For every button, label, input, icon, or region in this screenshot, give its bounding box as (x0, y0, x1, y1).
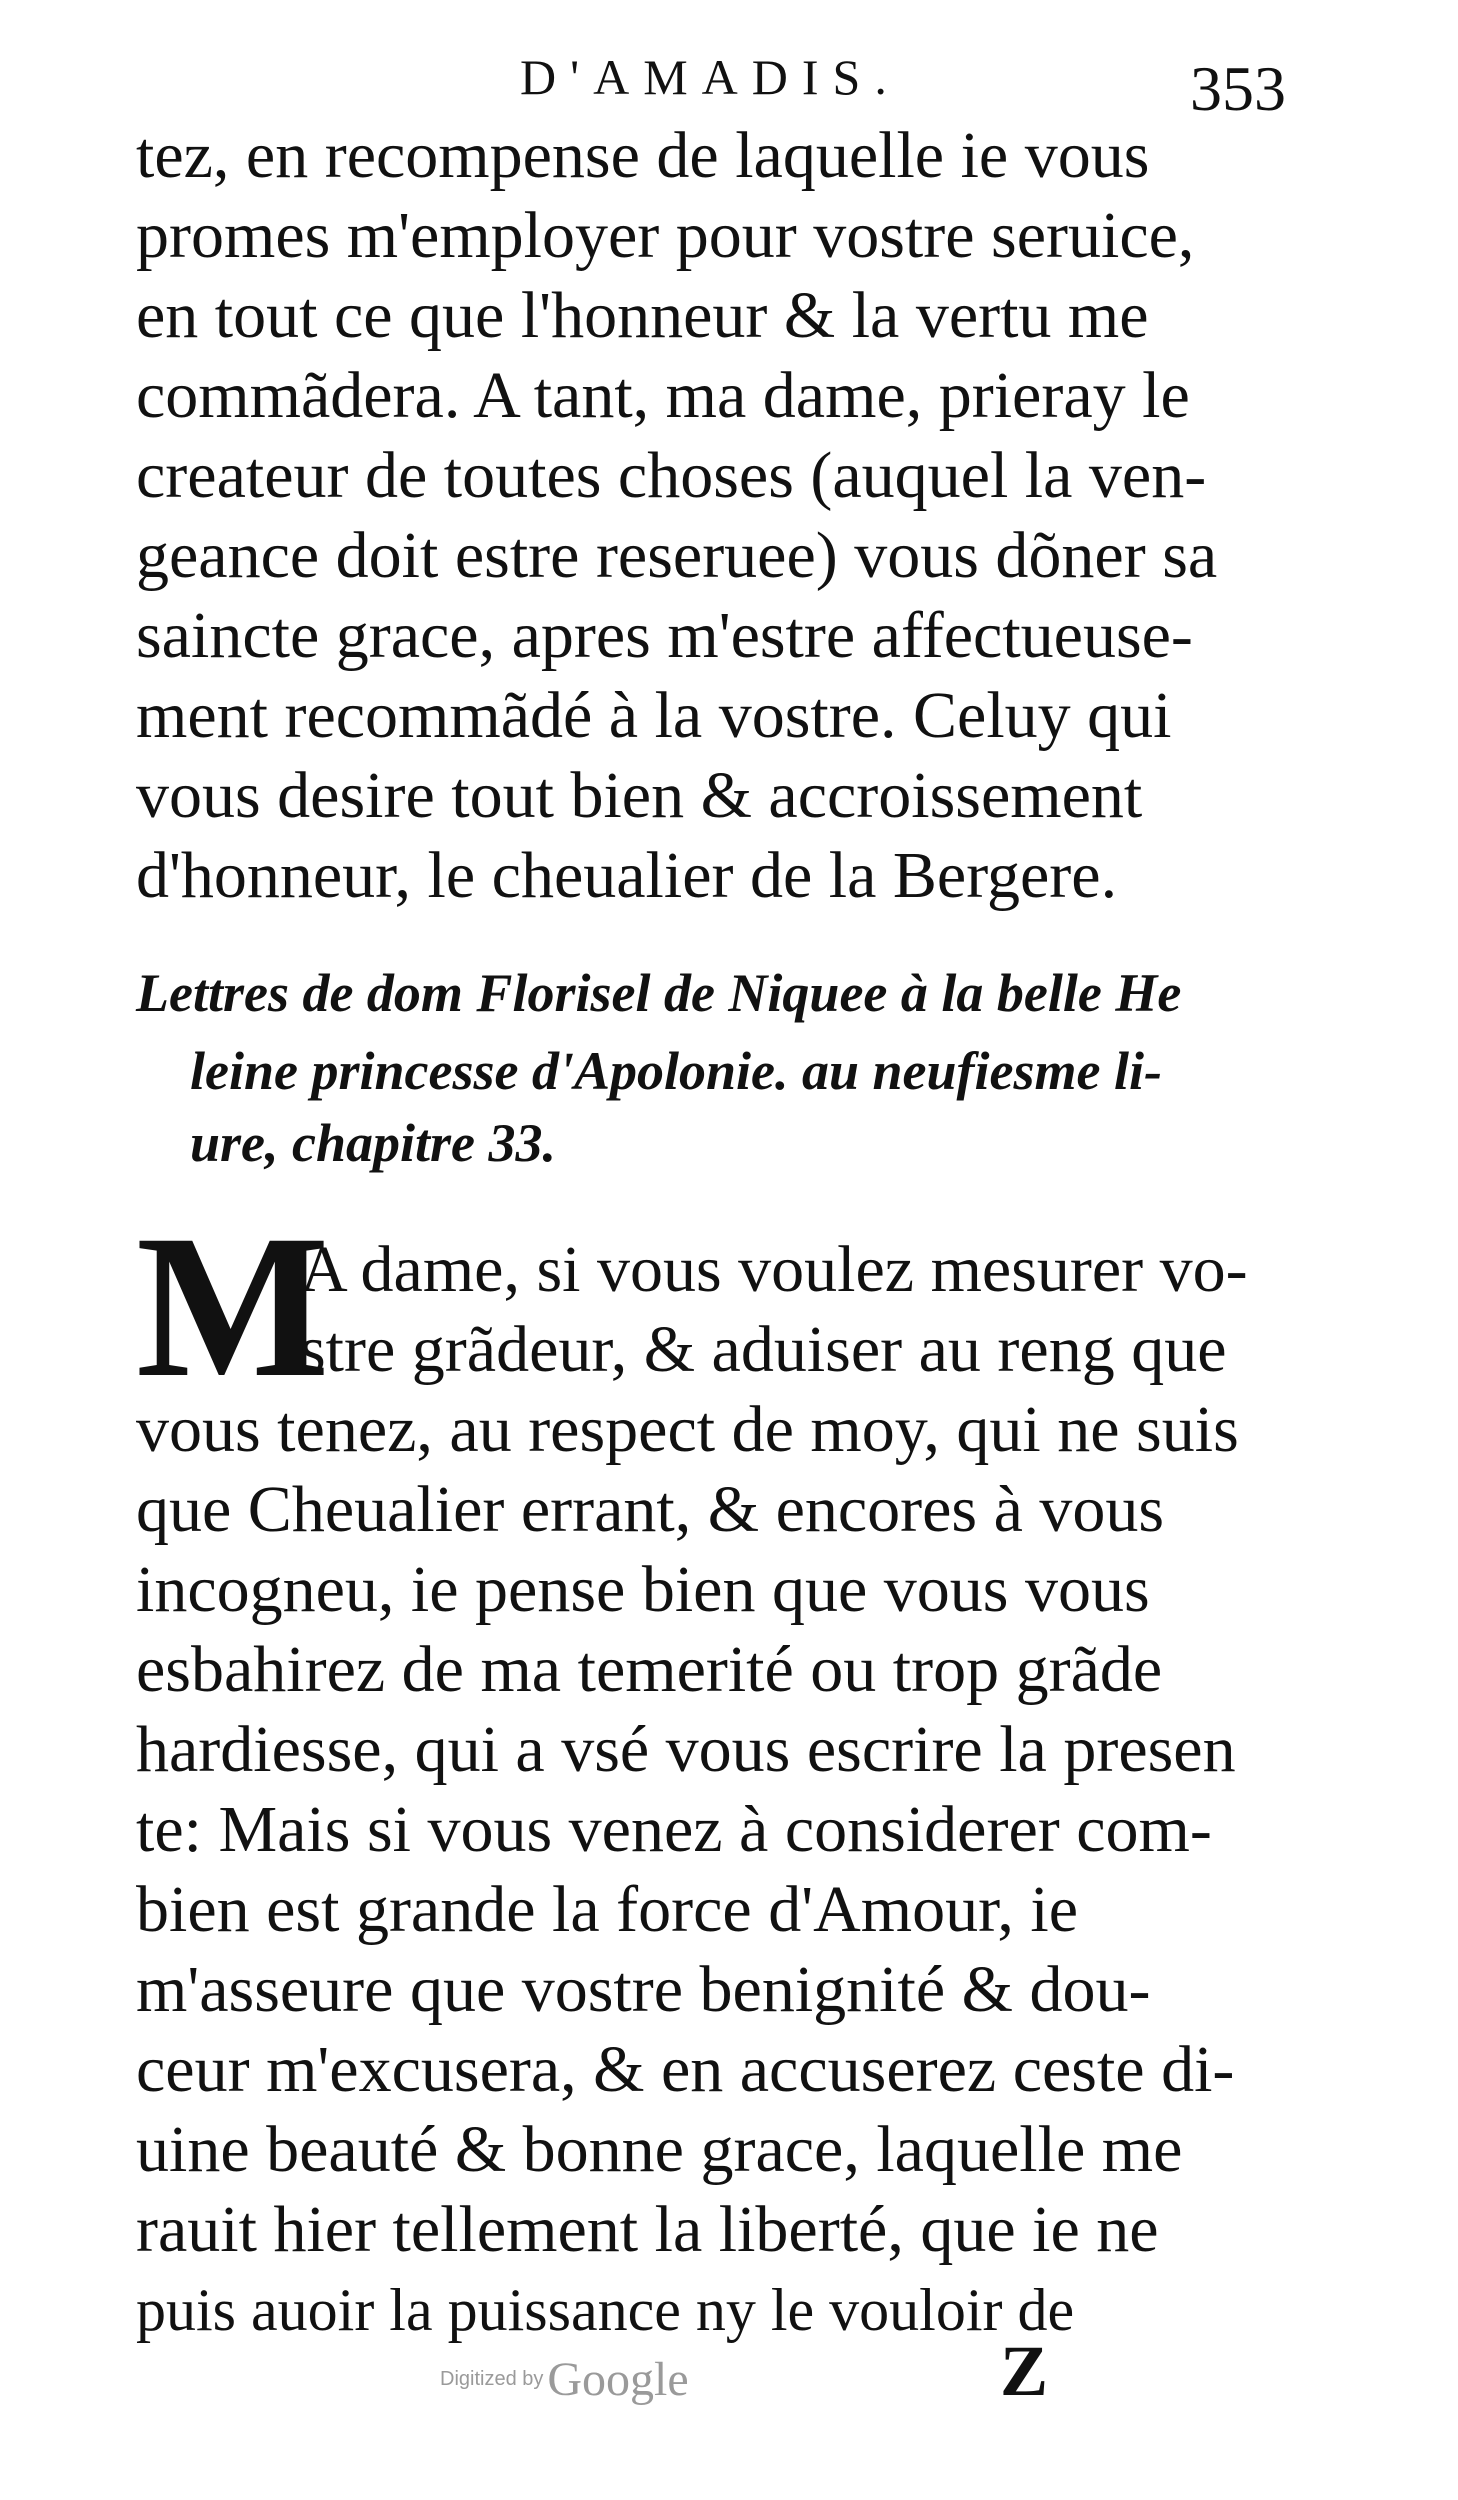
drop-cap: M (136, 1193, 330, 1420)
text-line: hardiesse, qui a vsé vous escrire la presen (136, 1713, 1236, 1786)
text-line: A dame, si vous voulez mesurer vo- (300, 1233, 1248, 1306)
text-line: d'honneur, le cheualier de la Bergere. (136, 839, 1118, 912)
text-line: ceur m'excusera, & en accuserez ceste di- (136, 2033, 1235, 2106)
text-line: tez, en recompense de laquelle ie vous (136, 119, 1150, 192)
running-head: D'AMADIS. (520, 49, 901, 105)
signature-mark: Z (1000, 2331, 1049, 2411)
text-line: createur de toutes choses (auquel la ven- (136, 439, 1207, 512)
text-line: incogneu, ie pense bien que vous vous (136, 1553, 1150, 1626)
text-line: commãdera. A tant, ma dame, prieray le (136, 359, 1190, 432)
letter-heading-line: Lettres de dom Florisel de Niquee à la belle He (136, 963, 1182, 1023)
text-line: geance doit estre reseruee) vous dõner sa (136, 519, 1218, 592)
letter-heading-line: ure, chapitre 33. (190, 1113, 557, 1173)
watermark-prefix: Digitized by (440, 2368, 544, 2390)
text-line: saincte grace, apres m'estre affectueuse- (136, 599, 1193, 672)
text-line: bien est grande la force d'Amour, ie (136, 1873, 1079, 1946)
text-line: ment recommãdé à la vostre. Celuy qui (136, 679, 1172, 752)
text-line: rauit hier tellement la liberté, que ie ne (136, 2193, 1159, 2266)
text-line: stre grãdeur, & aduiser au reng que (300, 1313, 1227, 1386)
text-line: en tout ce que l'honneur & la vertu me (136, 279, 1149, 352)
text-line: que Cheualier errant, & encores à vous (136, 1473, 1165, 1546)
text-line: vous desire tout bien & accroissement (136, 759, 1143, 832)
google-logo: Google (547, 2353, 689, 2406)
letter-heading-line: leine princesse d'Apolonie. au neufiesme li- (190, 1041, 1162, 1101)
page-number: 353 (1190, 53, 1286, 124)
digitized-watermark (440, 2352, 689, 2407)
text-line: promes m'employer pour vostre seruice, (136, 199, 1195, 272)
text-line: te: Mais si vous venez à considerer com- (136, 1793, 1212, 1866)
text-line: esbahirez de ma temerité ou trop grãde (136, 1633, 1163, 1706)
text-line: uine beauté & bonne grace, laquelle me (136, 2113, 1183, 2186)
text-line: vous tenez, au respect de moy, qui ne suis (136, 1393, 1239, 1466)
text-line: puis auoir la puissance ny le vouloir de (136, 2277, 1075, 2343)
text-line: m'asseure que vostre benignité & dou- (136, 1953, 1151, 2026)
